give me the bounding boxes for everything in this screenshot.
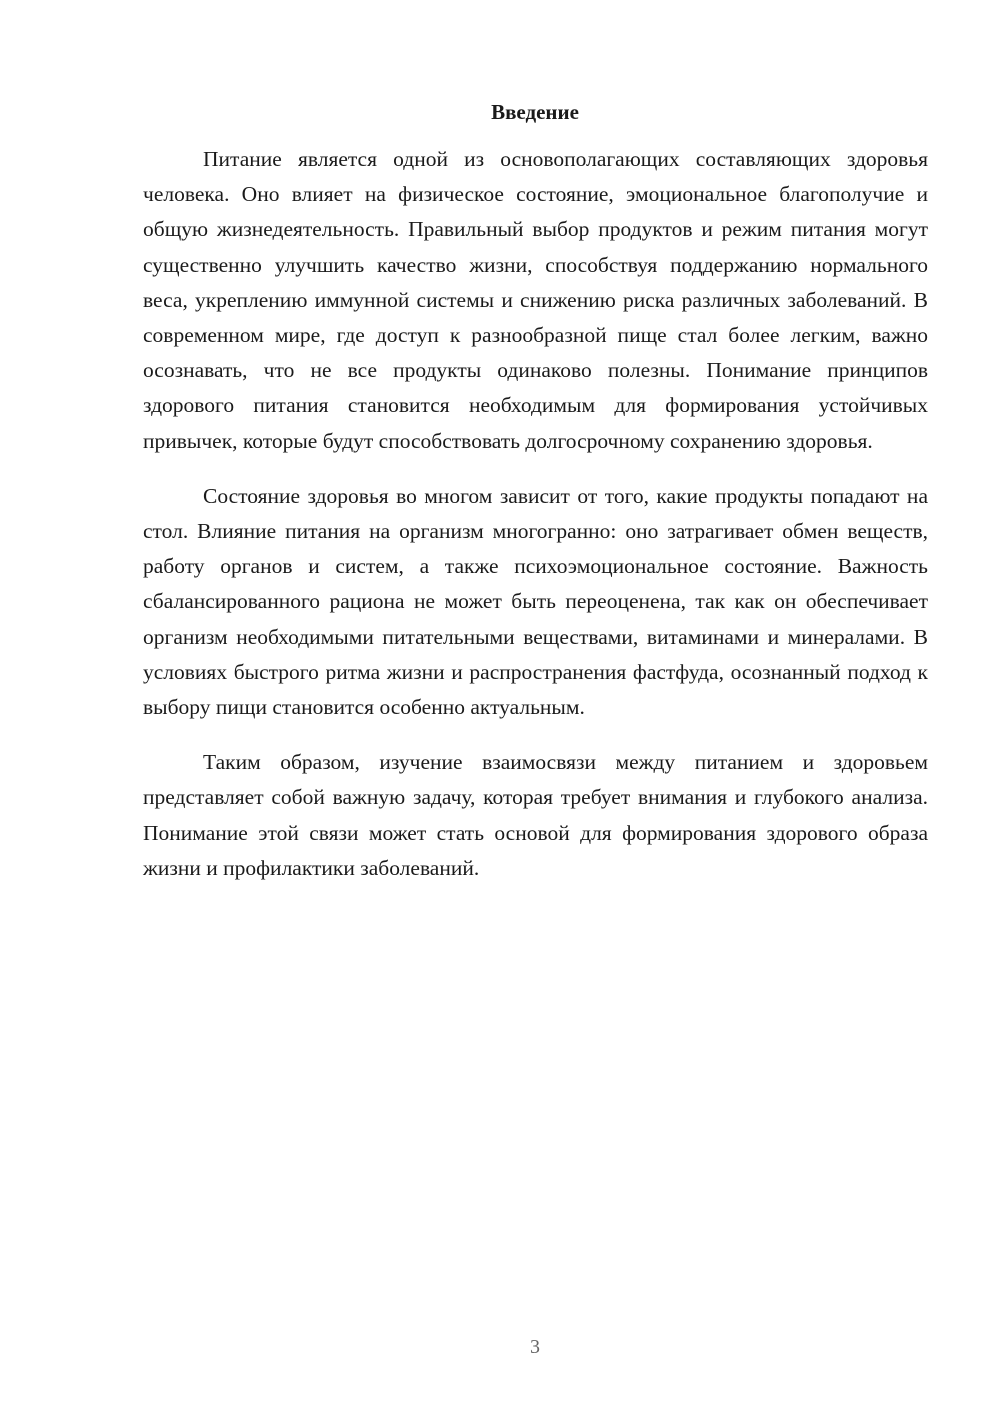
- paragraph-1: Питание является одной из основополагающих составляющих здоровья человека. Оно влияет на физическое состояние, эмоциональное благополучие и общую жизнедеятельность. Правильный выбор продуктов и режим питания могут существенно улучшить качество жизни, способствуя поддержанию нормального веса, укреплению иммунной системы и снижению риска различных заболеваний. В современном мире, где доступ к разнообразной пище стал более легким, важно осознавать, что не все продукты одинаково полезны. Понимание принципов здорового питания становится необходимым для формирования устойчивых привычек, которые будут способствовать долгосрочному сохранению здоровья.: [143, 147, 928, 453]
- paragraph-2: Состояние здоровья во многом зависит от того, какие продукты попадают на стол. Влияние питания на организм многогранно: оно затрагивает обмен веществ, работу органов и систем, а также психоэмоциональное состояние. Важность сбалансированного рациона не может быть переоценена, так как он обеспечивает организм необходимыми питательными веществами, витаминами и минералами. В условиях быстрого ритма жизни и распространения фастфуда, осознанный подход к выбору пищи становится особенно актуальным.: [143, 483, 928, 720]
- page-number: 3: [530, 1336, 540, 1358]
- section-title: Введение: [491, 100, 579, 124]
- body-text: [143, 142, 928, 906]
- paragraph-3: Таким образом, изучение взаимосвязи между питанием и здоровьем представляет собой важную задачу, которая требует внимания и глубокого анализа. Понимание этой связи может стать основой для формирования здорового образа жизни и профилактики заболеваний.: [143, 750, 928, 880]
